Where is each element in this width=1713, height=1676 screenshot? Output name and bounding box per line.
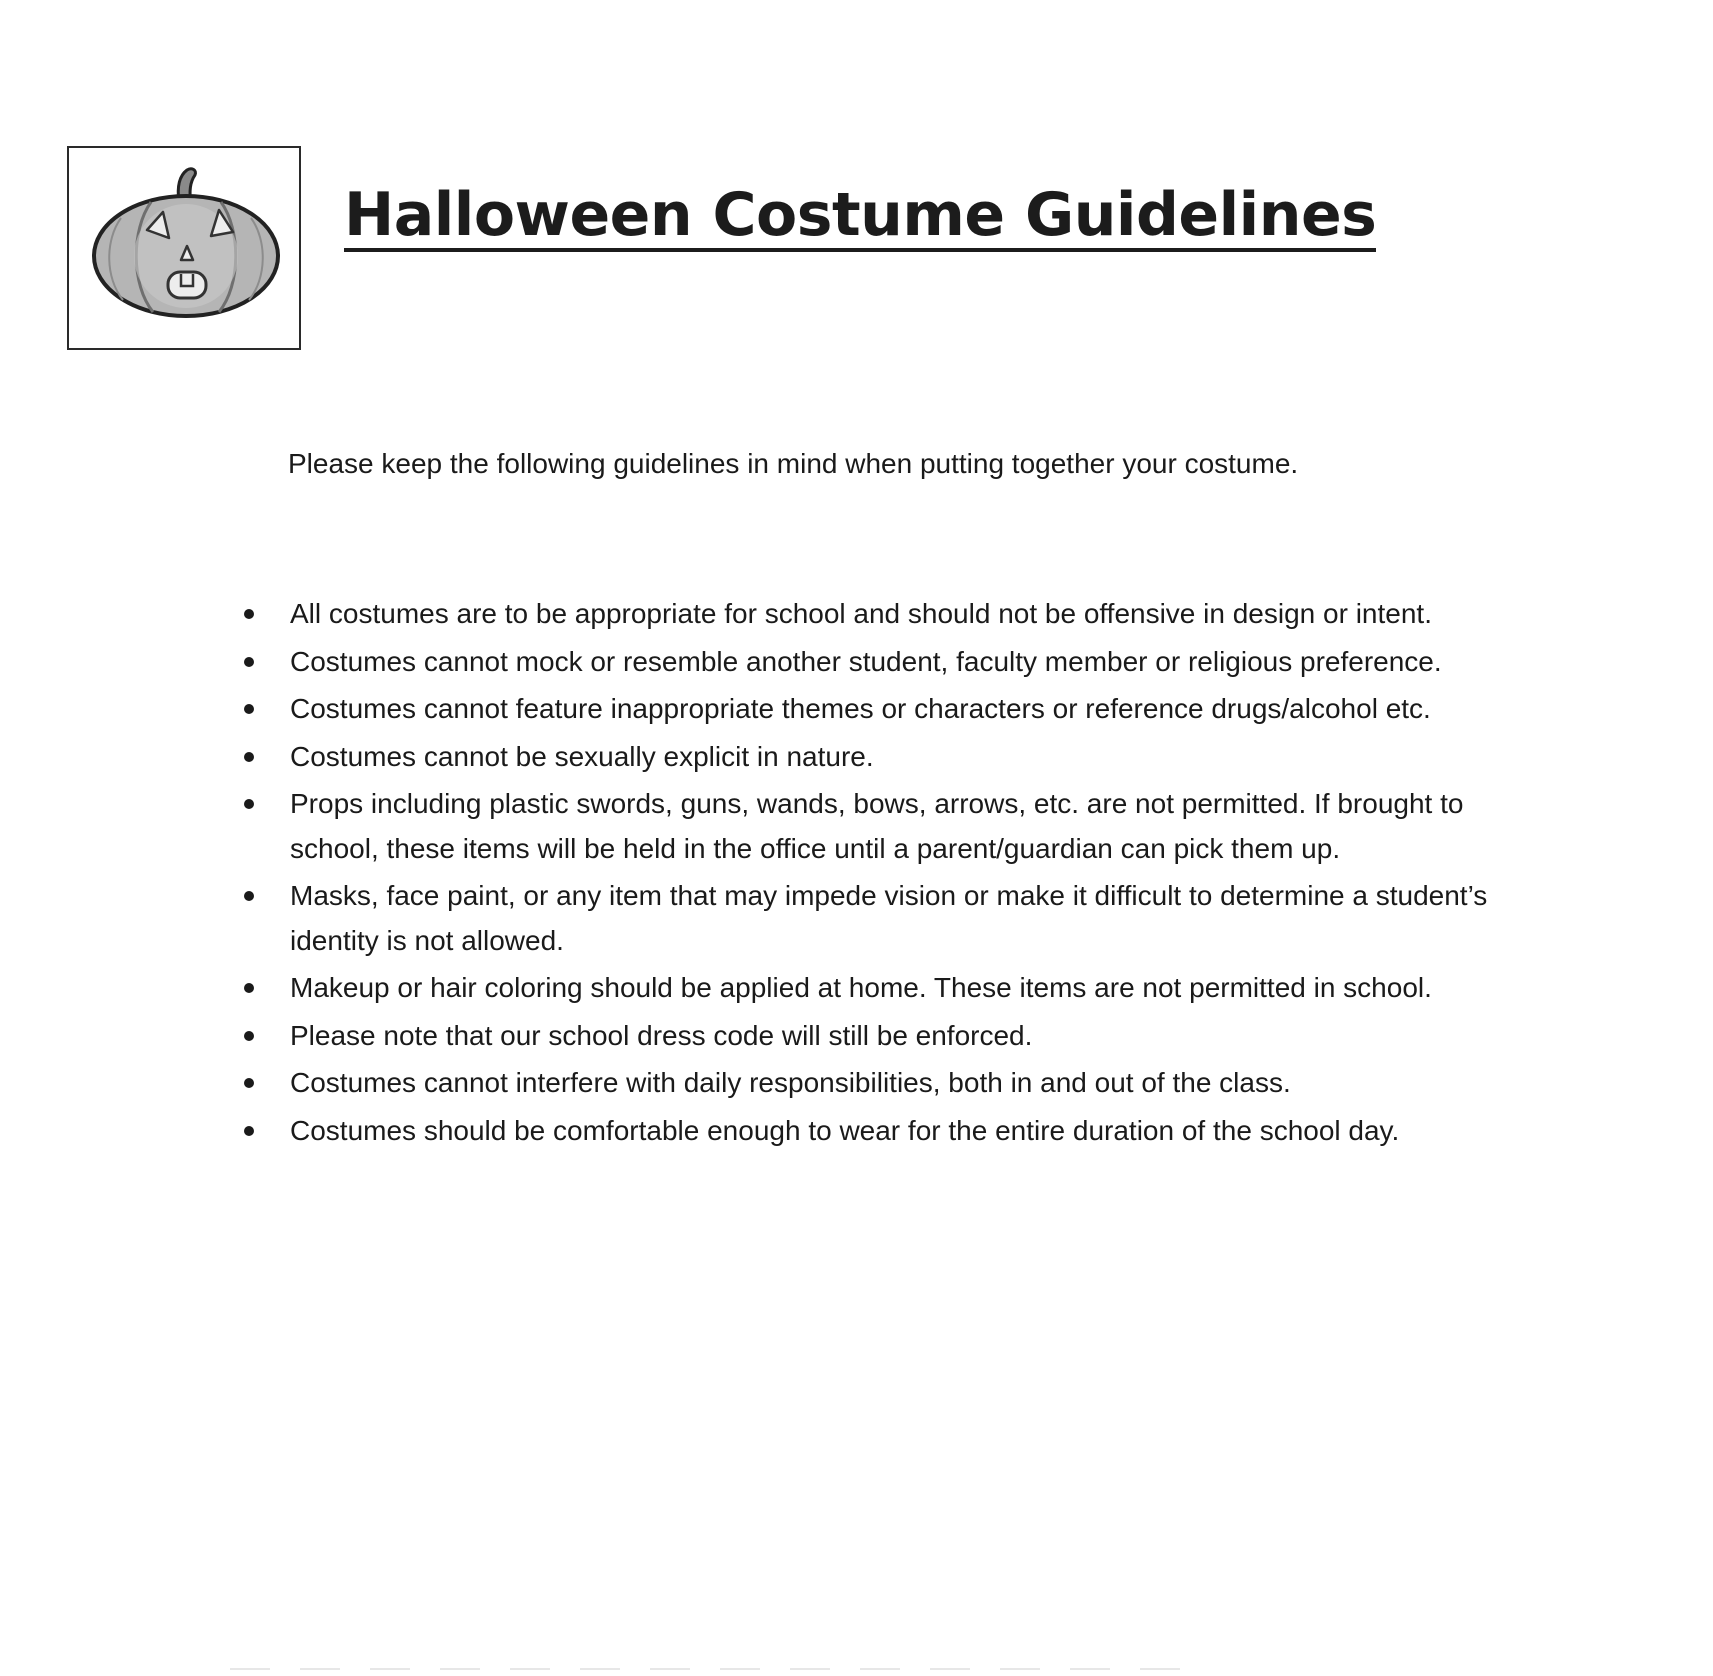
- pumpkin-icon: [91, 160, 281, 320]
- bullet-icon: [244, 799, 254, 809]
- list-item: [240, 874, 1530, 963]
- bullet-icon: [244, 752, 254, 762]
- guideline-text: All costumes are to be appropriate for school and should not be offensive in design or intent.: [290, 598, 1432, 629]
- guideline-text: Costumes cannot mock or resemble another student, faculty member or religious preference.: [290, 645, 1442, 677]
- list-item: [240, 1014, 1530, 1059]
- guideline-text: Costumes should be comfortable enough to wear for the entire duration of the school day.: [290, 1114, 1400, 1146]
- list-item: [240, 687, 1530, 732]
- guidelines-list: [240, 592, 1530, 1156]
- list-item: [240, 1061, 1530, 1106]
- guideline-text: Props including plastic swords, guns, wands, bows, arrows, etc. are not permitted. If brought to school, these items will be held in the office until a parent/guardian can pick them up.: [290, 788, 1464, 864]
- list-item: [240, 1109, 1530, 1154]
- bullet-icon: [244, 1078, 254, 1088]
- scan-artifact: [230, 1668, 1190, 1670]
- list-item: [240, 735, 1530, 780]
- list-item: [240, 782, 1530, 871]
- page-title: Halloween Costume Guidelines: [344, 180, 1377, 250]
- bullet-icon: [244, 891, 254, 901]
- bullet-icon: [244, 1126, 254, 1136]
- bullet-icon: [244, 704, 254, 714]
- guideline-text: Please note that our school dress code will still be enforced.: [290, 1019, 1033, 1051]
- guideline-text: Costumes cannot be sexually explicit in nature.: [290, 740, 874, 772]
- guideline-text: Costumes cannot feature inappropriate themes or characters or reference drugs/alcohol etc.: [290, 693, 1431, 724]
- guideline-text: Costumes cannot interfere with daily responsibilities, both in and out of the class.: [290, 1067, 1291, 1098]
- list-item: [240, 640, 1530, 685]
- intro-text: Please keep the following guidelines in mind when putting together your costume.: [288, 448, 1299, 479]
- bullet-icon: [244, 983, 254, 993]
- guideline-text: Makeup or hair coloring should be applied at home. These items are not permitted in school.: [290, 972, 1432, 1003]
- guideline-text: Masks, face paint, or any item that may impede vision or make it difficult to determine a student’s identity is not allowed.: [290, 880, 1488, 956]
- pumpkin-logo-frame: [67, 146, 301, 350]
- bullet-icon: [244, 609, 254, 619]
- list-item: [240, 592, 1530, 637]
- bullet-icon: [244, 1031, 254, 1041]
- bullet-icon: [244, 657, 254, 667]
- list-item: [240, 966, 1530, 1011]
